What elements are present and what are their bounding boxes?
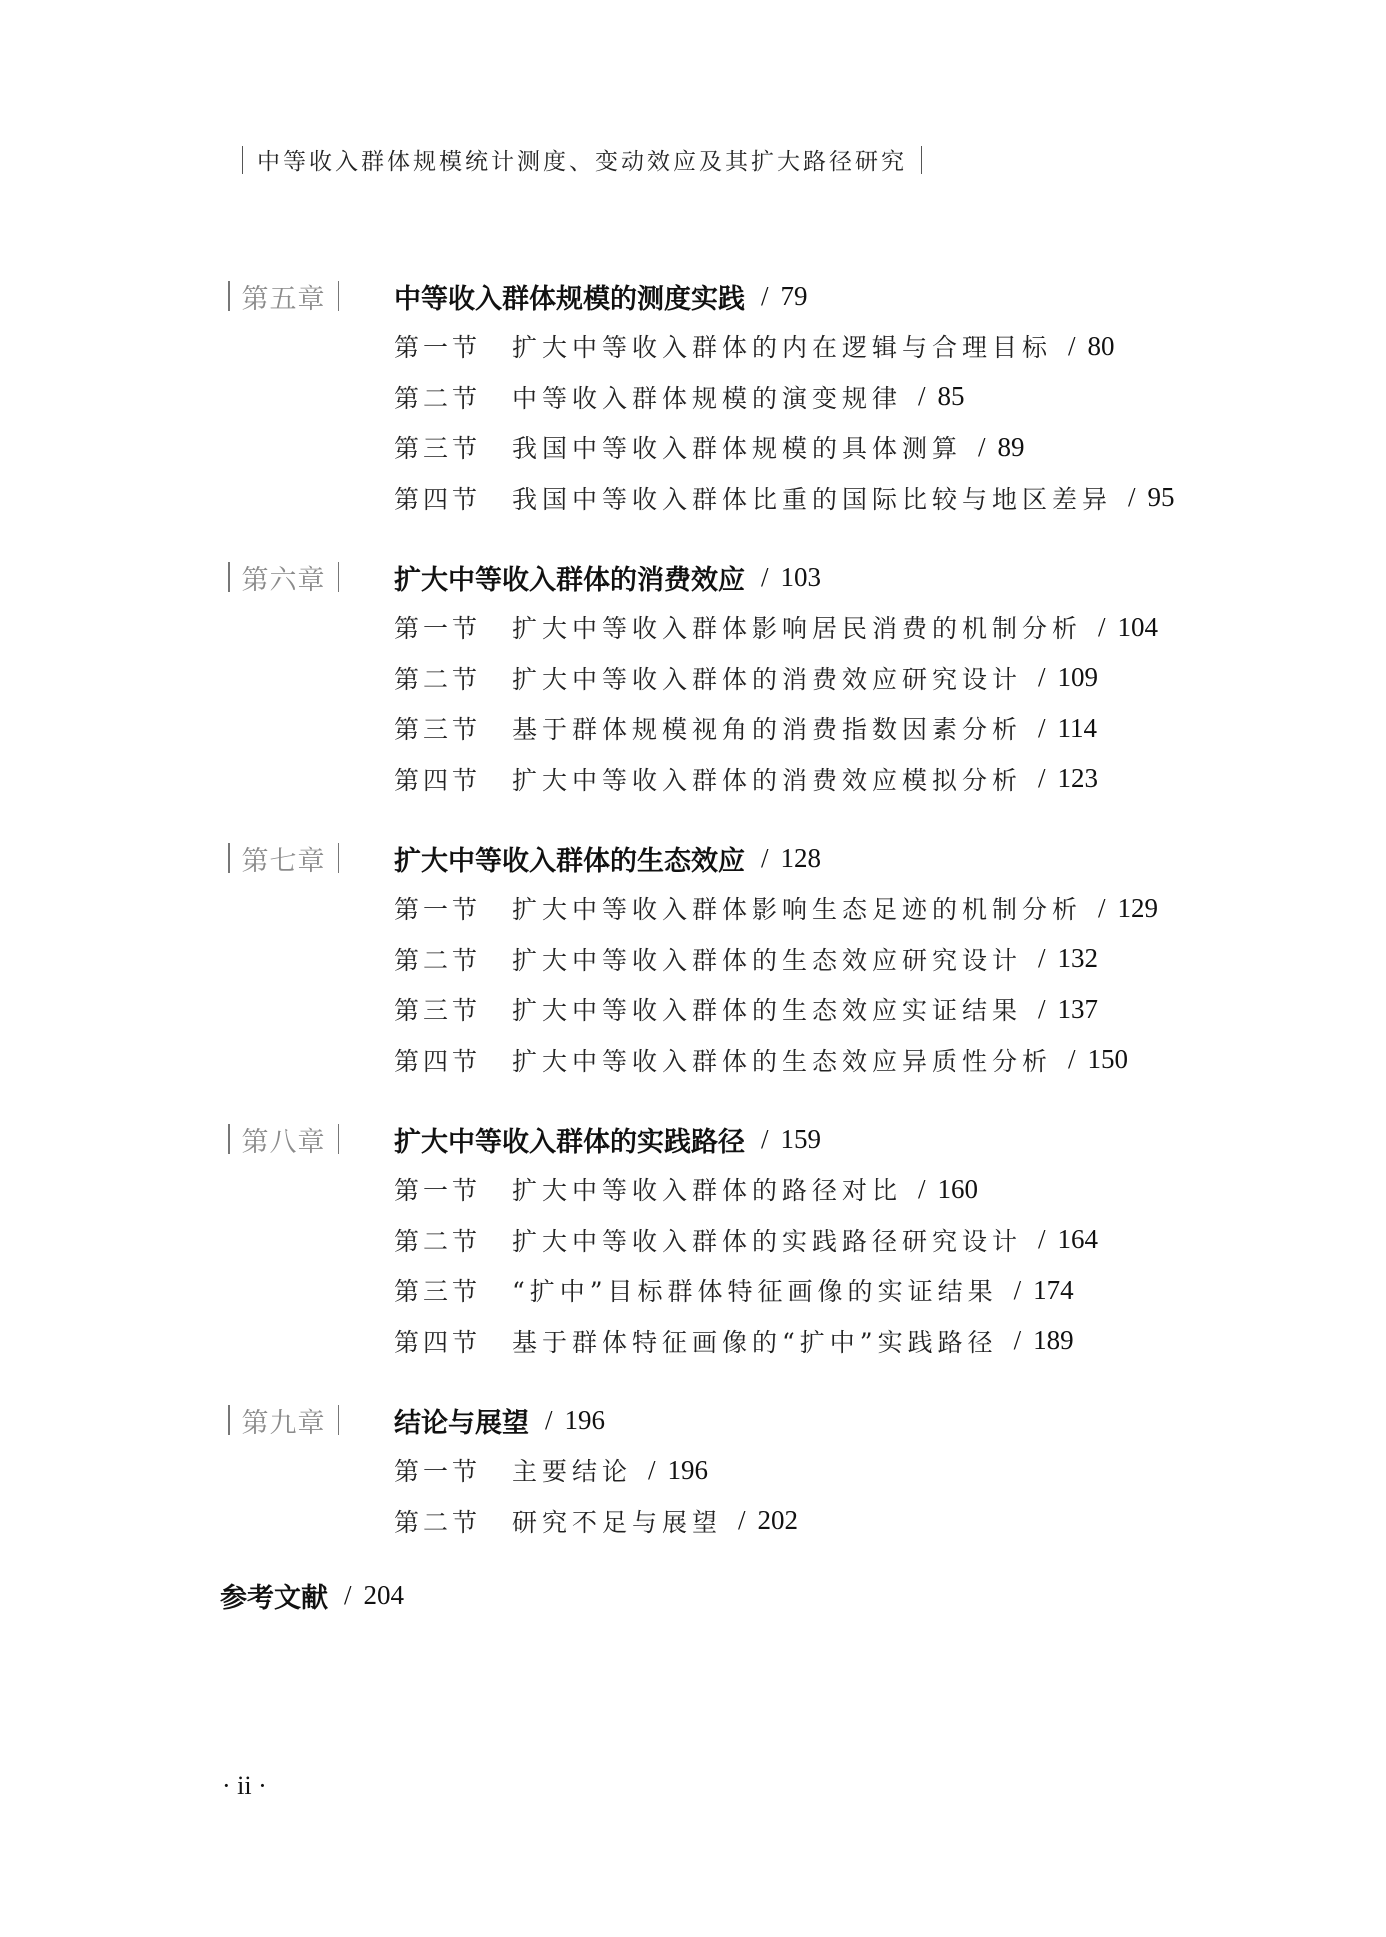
section-number: 第三节: [394, 715, 482, 745]
section-page: 114: [1057, 712, 1098, 743]
chapter-heading[interactable]: [228, 271, 1348, 321]
section-entry[interactable]: [228, 1316, 1348, 1367]
section-entry[interactable]: [228, 1265, 1348, 1316]
references-page: 204: [363, 1580, 405, 1610]
section-page: 89: [997, 431, 1025, 462]
section-page: 137: [1057, 993, 1099, 1024]
section-title: 中等收入群体规模的演变规律: [512, 383, 903, 413]
section-number: 第四节: [394, 1327, 482, 1357]
chapter-page: 196: [564, 1404, 606, 1435]
chapter-title: 中等收入群体规模的测度实践: [394, 283, 745, 315]
section-title: 基于群体特征画像的“扩中”实践路径: [512, 1327, 998, 1357]
section-number: 第四节: [394, 484, 482, 514]
section-page: 80: [1087, 330, 1115, 361]
section-page: 202: [757, 1505, 799, 1536]
section-title: “扩中”目标群体特征画像的实证结果: [512, 1277, 998, 1307]
section-number: 第三节: [394, 434, 482, 464]
references-entry[interactable]: [220, 1576, 404, 1615]
section-entry[interactable]: [228, 1035, 1348, 1086]
references-title: 参考文献: [220, 1583, 328, 1614]
separator: /: [1128, 482, 1136, 513]
separator: /: [1038, 662, 1046, 693]
separator: /: [1068, 330, 1076, 361]
section-entry[interactable]: [228, 934, 1348, 985]
separator: /: [738, 1505, 746, 1536]
separator: /: [1038, 763, 1046, 794]
section-title: 扩大中等收入群体的消费效应模拟分析: [512, 765, 1023, 795]
section-entry[interactable]: [228, 321, 1348, 372]
section-entry[interactable]: [228, 754, 1348, 805]
section-title: 扩大中等收入群体的内在逻辑与合理目标: [512, 333, 1053, 363]
chapter-label: 第七章: [228, 839, 394, 878]
chapter-page: 103: [780, 561, 822, 592]
section-number: 第二节: [394, 383, 482, 413]
chapter-heading[interactable]: [228, 552, 1348, 602]
chapter-title: 扩大中等收入群体的生态效应: [394, 845, 745, 877]
section-title: 扩大中等收入群体的生态效应研究设计: [512, 945, 1023, 975]
chapter-label: 第五章: [228, 277, 394, 316]
separator: /: [1013, 1274, 1022, 1305]
section-title: 我国中等收入群体比重的国际比较与地区差异: [512, 484, 1113, 514]
section-number: 第一节: [394, 1176, 482, 1206]
section-entry[interactable]: [228, 1445, 1348, 1496]
section-title: 扩大中等收入群体的路径对比: [512, 1176, 903, 1206]
section-title: 研究不足与展望: [512, 1507, 723, 1537]
section-entry[interactable]: [228, 602, 1348, 653]
separator: /: [1038, 1224, 1046, 1255]
chapter-label: 第八章: [228, 1120, 394, 1159]
section-title: 扩大中等收入群体影响居民消费的机制分析: [512, 614, 1083, 644]
chapter-7: [228, 833, 1348, 1085]
section-entry[interactable]: [228, 372, 1348, 423]
chapter-title: 结论与展望: [394, 1407, 529, 1439]
section-page: 160: [937, 1173, 979, 1204]
section-entry[interactable]: [228, 1496, 1348, 1547]
page-number: · ii ·: [222, 1771, 267, 1800]
separator: /: [761, 280, 769, 311]
section-entry[interactable]: [228, 422, 1348, 473]
section-entry[interactable]: [228, 703, 1348, 754]
chapter-page: 128: [780, 842, 822, 873]
section-page: 189: [1033, 1325, 1074, 1356]
chapter-heading[interactable]: [228, 1395, 1348, 1445]
section-page: 123: [1057, 763, 1099, 794]
section-entry[interactable]: [228, 1164, 1348, 1215]
chapter-page: 159: [780, 1123, 822, 1154]
chapter-page: 79: [780, 280, 808, 311]
section-number: 第二节: [394, 1226, 482, 1256]
section-title: 主要结论: [512, 1457, 633, 1487]
section-number: 第一节: [394, 333, 482, 363]
section-number: 第二节: [394, 945, 482, 975]
section-page: 109: [1057, 662, 1099, 693]
chapter-title: 扩大中等收入群体的消费效应: [394, 564, 745, 596]
separator: /: [761, 561, 769, 592]
section-page: 85: [937, 381, 965, 412]
section-title: 扩大中等收入群体的消费效应研究设计: [512, 664, 1023, 694]
section-page: 104: [1117, 611, 1159, 642]
chapter-8: [228, 1114, 1348, 1366]
section-entry[interactable]: [228, 984, 1348, 1035]
separator: /: [761, 1123, 769, 1154]
chapter-6: [228, 552, 1348, 804]
section-title: 扩大中等收入群体的生态效应异质性分析: [512, 1046, 1053, 1076]
separator: /: [918, 381, 926, 412]
section-page: 150: [1087, 1044, 1129, 1075]
chapter-heading[interactable]: [228, 833, 1348, 883]
chapter-label: 第九章: [228, 1401, 394, 1440]
section-number: 第二节: [394, 664, 482, 694]
section-number: 第三节: [394, 1277, 482, 1307]
separator: /: [1098, 611, 1106, 642]
section-entry[interactable]: [228, 473, 1348, 524]
separator: /: [344, 1580, 352, 1610]
chapter-5: [228, 271, 1348, 523]
separator: /: [761, 842, 769, 873]
chapter-label: 第六章: [228, 558, 394, 597]
separator: /: [978, 431, 986, 462]
running-header: [228, 143, 936, 176]
section-number: 第四节: [394, 765, 482, 795]
section-page: 129: [1117, 892, 1159, 923]
chapter-9: [228, 1395, 1348, 1546]
separator: /: [648, 1454, 656, 1485]
section-number: 第二节: [394, 1507, 482, 1537]
section-title: 基于群体规模视角的消费指数因素分析: [512, 715, 1023, 745]
section-number: 第四节: [394, 1046, 482, 1076]
separator: /: [918, 1173, 926, 1204]
section-title: 扩大中等收入群体影响生态足迹的机制分析: [512, 895, 1083, 925]
chapter-heading[interactable]: [228, 1114, 1348, 1164]
section-page: 164: [1057, 1224, 1099, 1255]
header-right-bar: [921, 146, 922, 174]
separator: /: [1013, 1325, 1022, 1356]
separator: /: [545, 1404, 553, 1435]
section-title: 扩大中等收入群体的实践路径研究设计: [512, 1226, 1023, 1256]
section-entry[interactable]: [228, 883, 1348, 934]
section-number: 第一节: [394, 1457, 482, 1487]
section-page: 95: [1147, 482, 1175, 513]
separator: /: [1098, 892, 1106, 923]
section-number: 第一节: [394, 895, 482, 925]
section-entry[interactable]: [228, 653, 1348, 704]
separator: /: [1068, 1044, 1076, 1075]
section-number: 第三节: [394, 996, 482, 1026]
section-number: 第一节: [394, 614, 482, 644]
section-entry[interactable]: [228, 1215, 1348, 1266]
chapter-title: 扩大中等收入群体的实践路径: [394, 1126, 745, 1158]
section-title: 扩大中等收入群体的生态效应实证结果: [512, 996, 1023, 1026]
separator: /: [1038, 993, 1046, 1024]
separator: /: [1038, 943, 1046, 974]
section-title: 我国中等收入群体规模的具体测算: [512, 434, 963, 464]
section-page: 174: [1033, 1274, 1074, 1305]
separator: /: [1038, 712, 1046, 743]
running-title: 中等收入群体规模统计测度、变动效应及其扩大路径研究: [257, 149, 907, 175]
section-page: 132: [1057, 943, 1099, 974]
section-page: 196: [667, 1454, 709, 1485]
header-left-bar: [242, 146, 243, 174]
